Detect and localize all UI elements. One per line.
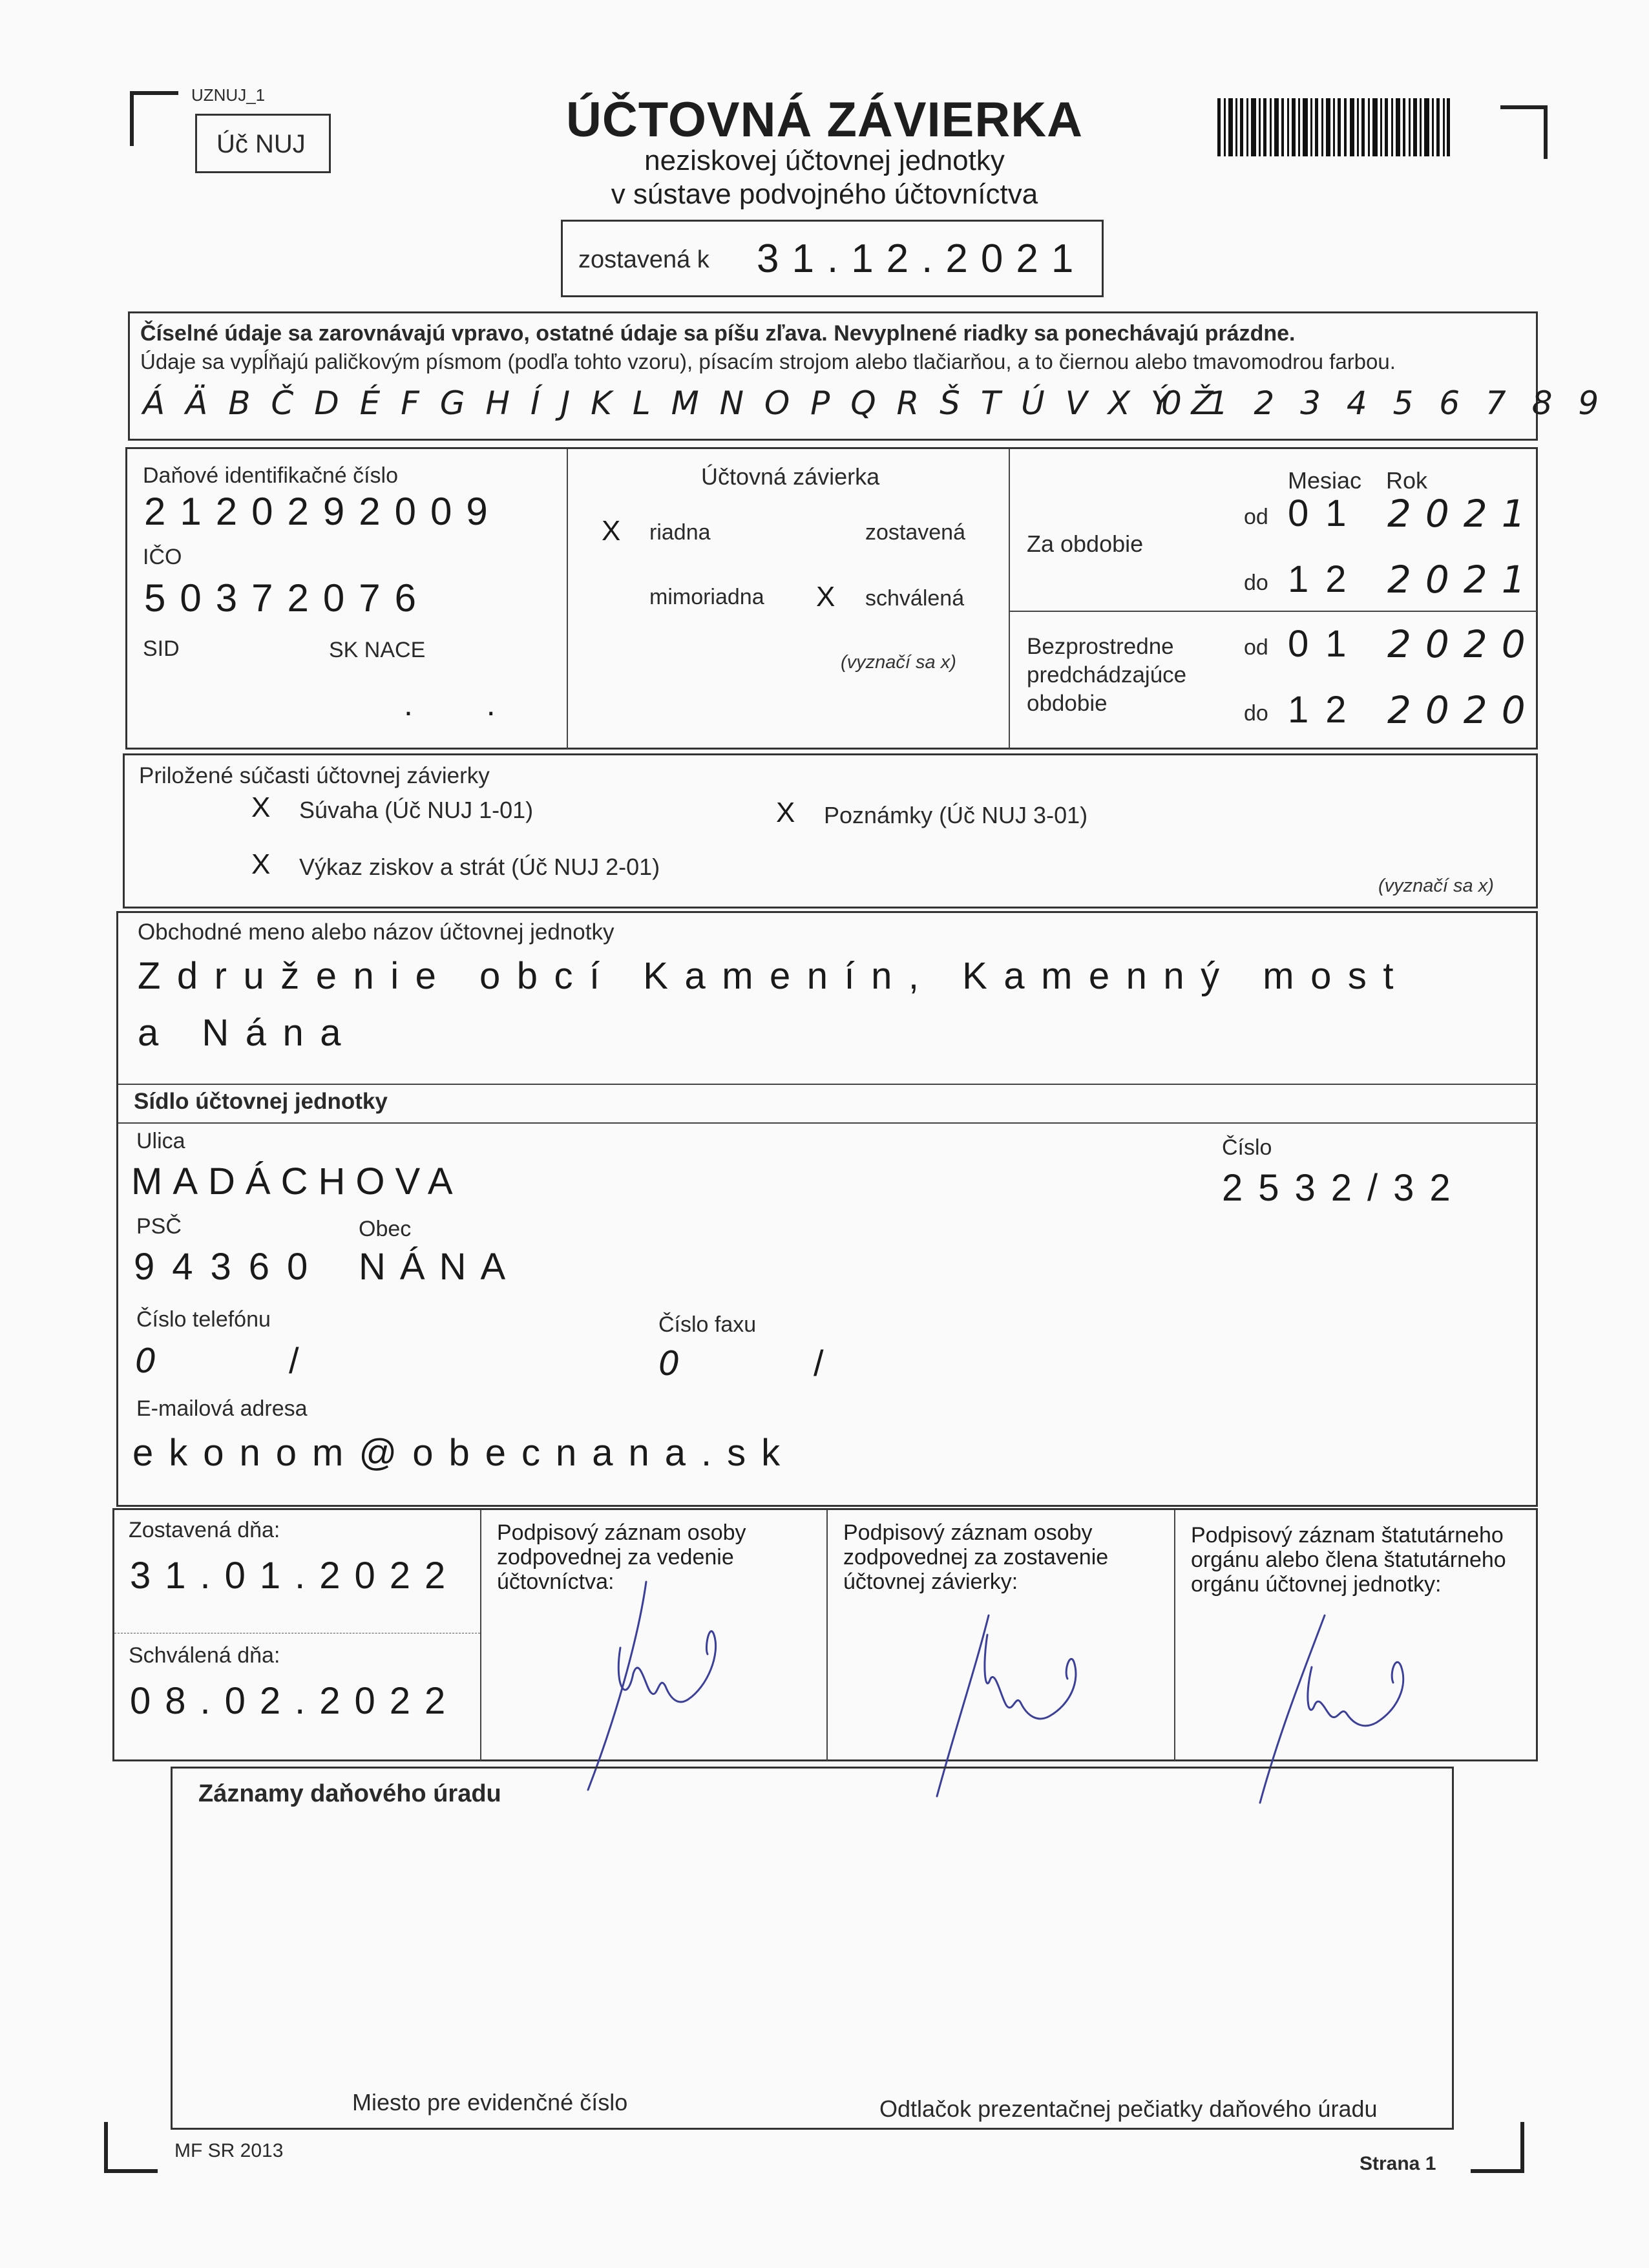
fax-prefix: 0 (658, 1345, 696, 1383)
prev-to-year: 2020 (1387, 688, 1540, 732)
page-title: ÚČTOVNÁ ZÁVIERKA (566, 92, 1083, 147)
identification-section (125, 447, 1538, 750)
instructions-line-1: Číselné údaje sa zarovnávajú vpravo, ostatné údaje sa píšu zľava. Nevyplnené riadky sa ponechávajú prázdne. (140, 321, 1296, 346)
instructions-line-2: Údaje sa vypĺňajú paličkovým písmom (podľa tohto vzoru), písacím strojom alebo tlačiarňou, a to čiernou alebo tmavomodrou farbou. (140, 350, 1396, 373)
attachment-3-label: Poznámky (Úč NUJ 3-01) (824, 802, 1088, 828)
barcode (1217, 98, 1450, 156)
previous-period-label-2: predchádzajúce (1027, 662, 1187, 688)
form-code: UZNUJ_1 (191, 85, 266, 105)
fax-label: Číslo faxu (658, 1312, 757, 1337)
page-subtitle-2: v sústave podvojného účtovníctva (611, 178, 1038, 210)
page-subtitle-1: neziskovej účtovnej jednotky (644, 145, 1005, 176)
corner-mark-bottom-left (103, 2119, 162, 2178)
approved-on-label: Schválená dňa: (129, 1643, 280, 1668)
schvalena-label: schválená (865, 586, 965, 611)
instructions-box (128, 311, 1607, 441)
phone-prefix: 0 (135, 1342, 173, 1381)
cur-from-year: 2021 (1387, 492, 1540, 536)
prev-to-do: do (1244, 701, 1268, 726)
attachment-1-mark: X (251, 792, 271, 823)
attachments-heading: Priložené súčasti účtovnej závierky (139, 763, 490, 788)
previous-period-label-1: Bezprostredne (1027, 634, 1174, 659)
sknace-label: SK NACE (329, 638, 426, 662)
city-label: Obec (359, 1217, 412, 1241)
cur-to-do: do (1244, 571, 1268, 595)
cur-to-year: 2021 (1387, 558, 1540, 602)
entity-name-line-1: Združenie obcí Kamenín, Kamenný most (138, 955, 1410, 997)
dic-label: Daňové identifikačné číslo (143, 463, 399, 488)
attachment-2-label: Výkaz ziskov a strát (Úč NUJ 2-01) (299, 854, 660, 880)
tax-office-heading: Záznamy daňového úradu (198, 1780, 501, 1807)
prev-to-month: 12 (1288, 689, 1363, 731)
psc-value: 94360 (134, 1246, 326, 1288)
corner-mark-bottom-right (1467, 2119, 1525, 2178)
email-label: E-mailová adresa (136, 1396, 308, 1421)
prev-from-year: 2020 (1387, 622, 1540, 666)
previous-period-label-3: obdobie (1027, 691, 1108, 716)
mimoriadna-label: mimoriadna (649, 585, 764, 609)
seat-heading: Sídlo účtovnej jednotky (134, 1089, 388, 1114)
sknace-value: . . (404, 686, 528, 722)
number-label: Číslo (1222, 1135, 1272, 1160)
month-label: Mesiac (1288, 467, 1362, 494)
evidence-number-label: Miesto pre evidenčné číslo (352, 2089, 628, 2116)
email-value: ekonom@obecnana.sk (132, 1432, 796, 1474)
city-value: NÁNA (359, 1246, 520, 1288)
cur-from-month: 01 (1288, 492, 1363, 534)
phone-separator: / (289, 1340, 315, 1381)
current-period-label: Za obdobie (1027, 530, 1144, 557)
statement-type-heading: Účtovná závierka (701, 463, 880, 490)
prev-from-od: od (1244, 635, 1268, 660)
signature-3-label: Podpisový záznam štatutárneho orgánu alebo člena štatutárneho orgánu účtovnej jednotky: (1191, 1523, 1506, 1597)
zostavena-label: zostavená (865, 520, 965, 545)
footer-issuer: MF SR 2013 (174, 2140, 284, 2161)
compiled-date-box (561, 220, 1104, 297)
cur-from-od: od (1244, 505, 1268, 529)
signature-2-label: Podpisový záznam osoby zodpovednej za zostavenie účtovnej závierky: (843, 1520, 1109, 1594)
attachment-1-label: Súvaha (Úč NUJ 1-01) (299, 797, 534, 823)
entity-name-label: Obchodné meno alebo názov účtovnej jednotky (138, 919, 614, 945)
statement-type-note: (vyznačí sa x) (841, 652, 956, 673)
signature-1-label: Podpisový záznam osoby zodpovednej za vedenie účtovníctva: (497, 1520, 746, 1594)
attachment-2-mark: X (251, 848, 271, 880)
stamp-label: Odtlačok prezentačnej pečiatky daňového úradu (879, 2095, 1378, 2122)
fax-separator: / (814, 1343, 839, 1383)
attachment-3-mark: X (776, 797, 795, 828)
ico-label: IČO (143, 545, 182, 569)
ico-value: 50372076 (144, 576, 430, 620)
riadna-mark: X (602, 515, 621, 547)
approved-on-value: 08.02.2022 (130, 1680, 460, 1722)
riadna-label: riadna (649, 520, 711, 545)
compiled-on-label: Zostavená dňa: (129, 1518, 280, 1542)
year-label: Rok (1386, 467, 1428, 494)
compiled-on-value: 31.01.2022 (130, 1555, 460, 1597)
signature-1 (575, 1577, 737, 1796)
sample-digits: 0 1 2 3 4 5 6 7 8 9 (1161, 384, 1607, 422)
dic-value: 2120292009 (144, 490, 502, 533)
entity-section (116, 911, 1538, 1507)
attachments-section (123, 753, 1538, 908)
compiled-date: 31.12.2021 (757, 236, 1087, 281)
number-value: 2532/32 (1222, 1167, 1466, 1209)
street-label: Ulica (136, 1129, 185, 1153)
psc-label: PSČ (136, 1214, 182, 1239)
sid-label: SID (143, 636, 180, 661)
tax-office-section (171, 1767, 1454, 2130)
phone-label: Číslo telefónu (136, 1307, 271, 1332)
entity-name-line-2: a Nána (138, 1012, 358, 1054)
prev-from-month: 01 (1288, 623, 1363, 665)
schvalena-mark: X (816, 581, 835, 613)
cur-to-month: 12 (1288, 558, 1363, 600)
sample-letters: Á Ä B Č D É F G H Í J K L M N O P Q R Š T Ú V X Ý Ž (143, 384, 1219, 422)
form-badge-text: Úč NUJ (216, 130, 306, 158)
footer-page: Strana 1 (1360, 2153, 1436, 2174)
street-value: MADÁCHOVA (131, 1160, 463, 1202)
attachments-note: (vyznačí sa x) (1378, 876, 1494, 896)
compiled-label: zostavená k (578, 246, 709, 273)
